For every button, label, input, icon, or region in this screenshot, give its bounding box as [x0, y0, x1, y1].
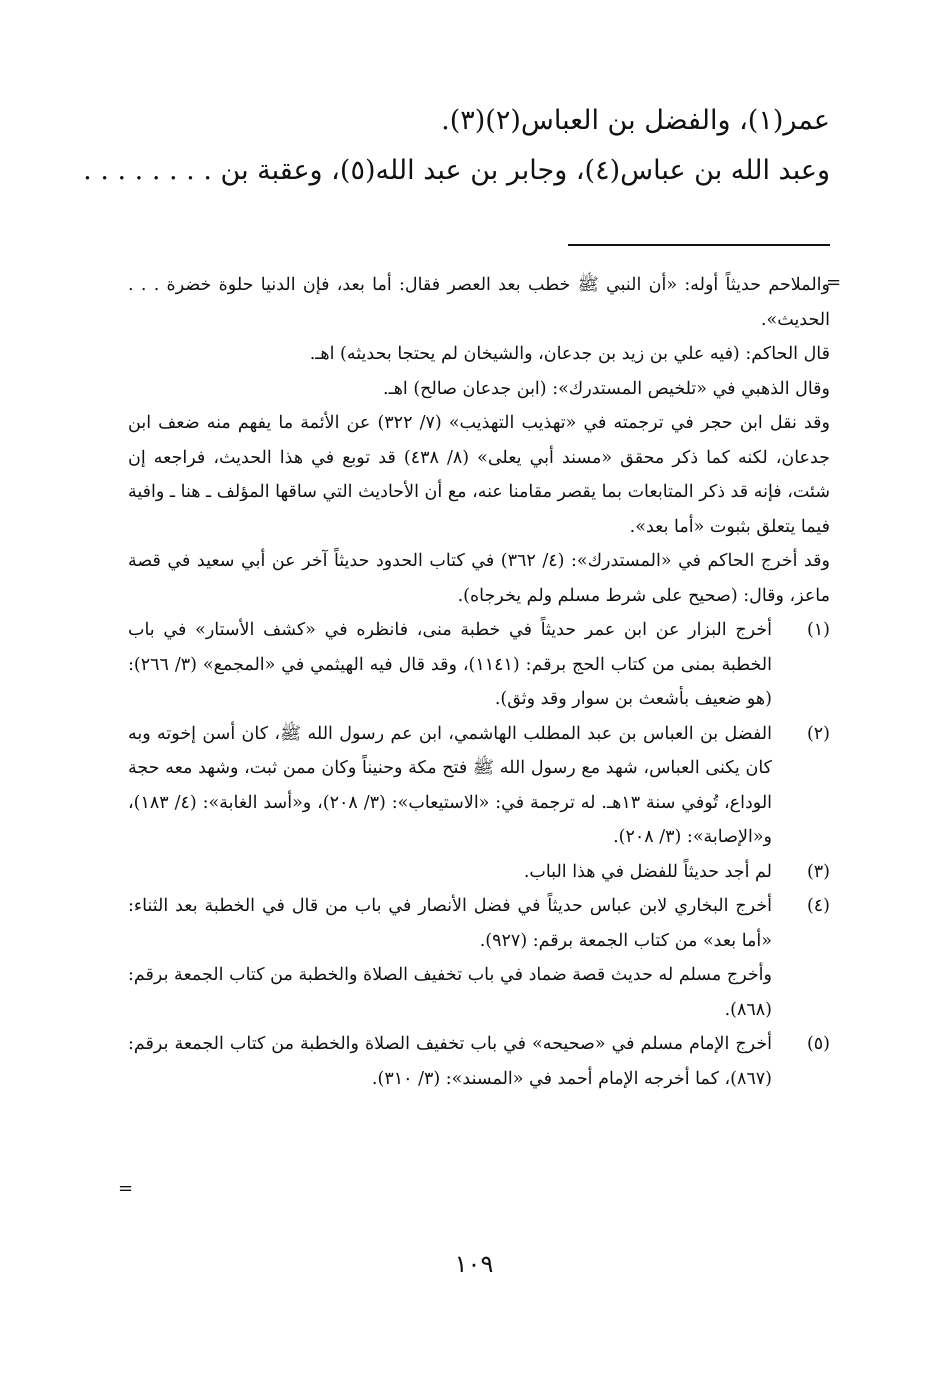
main-line-2-dots: . . . . . . . . [83, 155, 212, 186]
footnote-text: وأخرج مسلم له حديث قصة ضماد في باب تخفيف الصلاة والخطبة من كتاب الجمعة برقم: (٨٦٨). [128, 965, 772, 1020]
main-line-2 [83, 146, 830, 196]
footnote-intro-1: والملاحم حديثاً أوله: «أن النبي ﷺ خطب بعد العصر فقال: أما بعد، فإن الدنيا حلوة خضرة . . . الحديث». [128, 275, 830, 330]
footnote-text: الفضل بن العباس بن عبد المطلب الهاشمي، ابن عم رسول الله ﷺ، كان أسن إخوته وبه كان يكنى العباس، شهد مع رسول الله ﷺ فتح مكة وحنيناً وكان ممن ثبت، وشهد معه حجة الوداع، تُوفي سنة ١٣هـ. له ترجمة في: «الاستيعاب»: (٣/ ٢٠٨)، و«أسد الغابة»: (٤/ ١٨٣)، و«الإصابة»: (٣/ ٢٠٨). [128, 723, 773, 847]
footnote-intro-4: وقد نقل ابن حجر في ترجمته في «تهذيب التهذيب» (٧/ ٣٢٢) عن الأئمة ما يفهم منه ضعف ابن جدعان، لكنه كما ذكر محقق «مسند أبي يعلى» (٨/ ٤٣٨) قد توبع في هذا الحديث، فراجعه إن شئت، فإنه قد ذكر المتابعات بما يقصر مقامنا عنه، مع أن الأحاديث التي ساقها المؤلف ـ هنا ـ وافية فيما يتعلق بثبوت «أما بعد». [128, 413, 830, 537]
footnote-intro-3: وقال الذهبي في «تلخيص المستدرك»: (ابن جدعان صالح) اهـ. [383, 378, 830, 399]
footnote-intro-5: وقد أخرج الحاكم في «المستدرك»: (٤/ ٣٦٢) في كتاب الحدود حديثاً آخر عن أبي سعيد في قصة ماعز، وقال: (صحيح على شرط مسلم ولم يخرجاه). [128, 551, 830, 606]
continuation-mark-top: = [826, 272, 842, 293]
footnote-text: أخرج الإمام مسلم في «صحيحه» في باب تخفيف الصلاة والخطبة من كتاب الجمعة برقم: (٨٦٧)، كما أخرجه الإمام أحمد في «المسند»: (٣/ ٣١٠). [128, 1034, 773, 1089]
footnotes-block [128, 268, 830, 1096]
main-line-1: عمر(١)، والفضل بن العباس(٢)(٣). [441, 105, 830, 136]
footnote-number: (٥) [806, 1034, 830, 1054]
footnote-number: (٣) [806, 861, 830, 882]
footnote-4 [128, 889, 830, 1027]
footnote-text: لم أجد حديثاً للفضل في هذا الباب. [523, 861, 772, 882]
footnote-text: أخرج البزار عن ابن عمر حديثاً في خطبة منى، فانظره في «كشف الأستار» في باب الخطبة بمنى من كتاب الحج برقم: (١١٤١)، وقد قال فيه الهيثمي في «المجمع» (٣/ ٢٦٦): (هو ضعيف بأشعث بن سوار وقد وثق). [128, 620, 772, 709]
footnote-number: (٢) [806, 723, 830, 744]
main-line-2-text: وعبد الله بن عباس(٤)، وجابر بن عبد الله(٥)، وعقبة بن [220, 155, 830, 186]
footnote-2 [128, 717, 830, 855]
page-number: ١٠٩ [454, 1250, 494, 1278]
footnote-3 [128, 855, 830, 890]
footnote-separator [568, 244, 830, 246]
main-text [83, 96, 830, 196]
footnote-5 [128, 1027, 830, 1096]
footnote-intro-2: قال الحاكم: (فيه علي بن زيد بن جدعان، والشيخان لم يحتجا بحديثه) اهـ. [309, 344, 830, 364]
footnote-text: أخرج البخاري لابن عباس حديثاً في فضل الأنصار في باب من قال في الخطبة بعد الثناء: «أما بعد» من كتاب الجمعة برقم: (٩٢٧). [128, 896, 772, 951]
footnote-number: (١) [806, 620, 830, 640]
footnote-number: (٤) [806, 896, 830, 916]
continuation-mark-bottom: = [118, 1178, 134, 1199]
footnote-1 [128, 613, 830, 717]
